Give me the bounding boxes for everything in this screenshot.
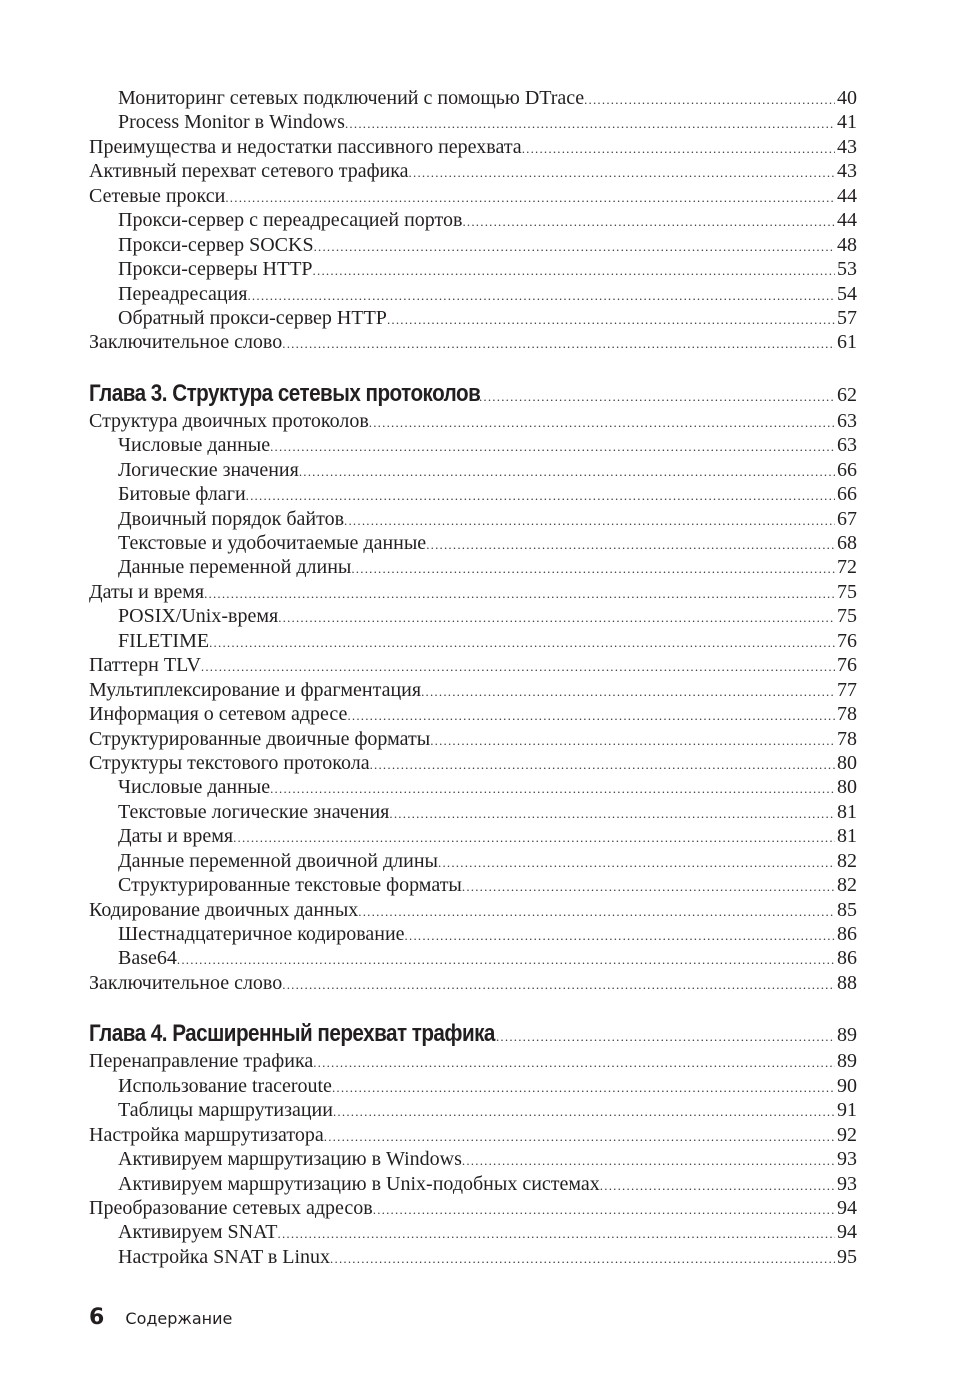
- dot-leader: [426, 533, 835, 557]
- dot-leader: [479, 381, 835, 412]
- dot-leader: [344, 509, 835, 533]
- entry-title: Двоичный порядок байтов: [118, 507, 345, 530]
- page-ref: 88: [837, 971, 857, 994]
- page-ref: 57: [837, 306, 857, 329]
- toc-entry[interactable]: [89, 849, 857, 873]
- toc-entry[interactable]: [89, 1196, 857, 1220]
- dot-leader: [177, 948, 835, 972]
- page-ref: 90: [837, 1074, 857, 1097]
- page-ref: 40: [837, 87, 857, 109]
- dot-leader: [333, 1100, 835, 1124]
- dot-leader: [201, 655, 835, 679]
- dot-leader: [496, 1021, 835, 1052]
- toc-entry[interactable]: [89, 751, 857, 775]
- toc-entry[interactable]: [89, 507, 857, 531]
- running-title: Содержание: [125, 1309, 233, 1328]
- toc-entry[interactable]: [89, 208, 857, 232]
- entry-title: POSIX/Unix-время: [118, 605, 279, 628]
- page-ref: 82: [837, 849, 857, 872]
- page-ref: 86: [837, 923, 857, 945]
- dot-leader: [314, 235, 835, 259]
- toc-entry[interactable]: [89, 555, 857, 579]
- toc-entry[interactable]: [89, 1098, 857, 1122]
- entry-title: Даты и время: [89, 580, 205, 603]
- toc-entry[interactable]: [89, 678, 857, 702]
- page-ref: 80: [837, 751, 857, 774]
- dot-leader: [246, 484, 835, 508]
- entry-title: Преобразование сетевых адресов: [89, 1196, 373, 1219]
- dot-leader: [462, 210, 835, 234]
- toc-entry[interactable]: [89, 306, 857, 330]
- page-ref: 81: [837, 800, 857, 823]
- entry-title: FILETIME: [118, 629, 210, 652]
- page-ref: 67: [837, 507, 857, 530]
- toc-entry[interactable]: [89, 184, 857, 208]
- toc-entry[interactable]: [89, 135, 857, 159]
- entry-title: Логические значения: [118, 458, 299, 481]
- entry-title: Активируем маршрутизацию в Windows: [118, 1148, 462, 1171]
- entry-title: Шестнадцатеричное кодирование: [118, 923, 405, 945]
- entry-title: Числовые данные: [118, 434, 271, 457]
- dot-leader: [421, 680, 835, 704]
- page-ref: 53: [837, 258, 857, 281]
- dot-leader: [225, 186, 835, 210]
- dot-leader: [313, 1051, 835, 1075]
- dot-leader: [330, 1247, 835, 1271]
- page-ref: 81: [837, 825, 857, 848]
- dot-leader: [387, 308, 835, 332]
- entry-title: Информация о сетевом адресе: [89, 703, 348, 726]
- toc-entry[interactable]: [89, 946, 857, 970]
- toc-entry[interactable]: [89, 1172, 857, 1196]
- dot-leader: [369, 411, 835, 435]
- page-ref: 63: [837, 434, 857, 457]
- dot-leader: [389, 802, 835, 826]
- toc-entry[interactable]: [89, 233, 857, 257]
- page-ref: 89: [837, 1050, 857, 1073]
- toc-entry[interactable]: [89, 409, 857, 433]
- toc-entry[interactable]: [89, 433, 857, 457]
- toc-entry[interactable]: [89, 110, 857, 134]
- toc-entry[interactable]: [89, 727, 857, 751]
- dot-leader: [270, 777, 835, 801]
- entry-title: Мониторинг сетевых подключений с помощью DTrace: [118, 87, 585, 109]
- toc-entry[interactable]: [89, 482, 857, 506]
- dot-leader: [373, 1198, 835, 1222]
- dot-leader: [370, 753, 835, 777]
- toc-entry[interactable]: [89, 159, 857, 183]
- page-ref: 89: [837, 1024, 857, 1047]
- page-ref: 78: [837, 727, 857, 750]
- page-ref: 80: [837, 776, 857, 799]
- page-ref: 66: [837, 483, 857, 506]
- toc-entry[interactable]: [89, 800, 857, 824]
- entry-title: Структура двоичных протоколов: [89, 409, 369, 432]
- page-ref: 44: [837, 184, 857, 207]
- entry-title: Мультиплексирование и фрагментация: [89, 678, 422, 701]
- toc-entry[interactable]: [89, 604, 857, 628]
- entry-title: Паттерн TLV: [89, 654, 201, 677]
- table-of-contents: [89, 86, 857, 1269]
- toc-entry[interactable]: [89, 1049, 857, 1073]
- toc-entry[interactable]: [89, 531, 857, 555]
- chapter-title: Глава 4. Расширенный перехват трафика: [89, 1020, 495, 1048]
- entry-title: Данные переменной длины: [118, 556, 352, 579]
- page-ref: 44: [837, 209, 857, 232]
- page-ref: 85: [837, 898, 857, 921]
- dot-leader: [278, 606, 835, 630]
- dot-leader: [282, 973, 835, 997]
- chapter-title: Глава 3. Структура сетевых протоколов: [89, 379, 481, 407]
- page-ref: 63: [837, 409, 857, 432]
- page-ref: 68: [837, 532, 857, 554]
- entry-title: Активный перехват сетевого трафика: [89, 160, 409, 183]
- chapter-heading[interactable]: [89, 378, 857, 409]
- toc-entry[interactable]: [89, 580, 857, 604]
- dot-leader: [351, 557, 835, 581]
- dot-leader: [233, 826, 835, 850]
- entry-title: Данные переменной двоичной длины: [118, 849, 438, 872]
- page-ref: 72: [837, 556, 857, 579]
- page-ref: 43: [837, 160, 857, 183]
- entry-title: Сетевые прокси: [89, 184, 226, 207]
- entry-title: Base64: [118, 947, 177, 970]
- entry-title: Активируем маршрутизацию в Unix-подобных системах: [118, 1172, 600, 1195]
- page-ref: 62: [837, 383, 857, 406]
- dot-leader: [282, 332, 835, 356]
- toc-entry[interactable]: [89, 458, 857, 482]
- dot-leader: [347, 704, 835, 728]
- toc-entry[interactable]: [89, 922, 857, 946]
- page-ref: 92: [837, 1123, 857, 1146]
- entry-title: Даты и время: [118, 825, 234, 848]
- dot-leader: [409, 161, 835, 185]
- page-number: 6: [89, 1305, 105, 1330]
- page-ref: 66: [837, 458, 857, 481]
- page-ref: 76: [837, 654, 857, 677]
- toc-entry[interactable]: [89, 971, 857, 995]
- toc-entry[interactable]: [89, 1074, 857, 1098]
- entry-title: Кодирование двоичных данных: [89, 898, 359, 921]
- page-ref: 78: [837, 703, 857, 726]
- page-footer: [89, 1305, 232, 1330]
- dot-leader: [600, 1174, 835, 1198]
- page-ref: 43: [837, 135, 857, 158]
- toc-entry[interactable]: [89, 282, 857, 306]
- toc-entry[interactable]: [89, 873, 857, 897]
- entry-title: Текстовые логические значения: [118, 800, 390, 823]
- page-ref: 75: [837, 605, 857, 628]
- toc-entry[interactable]: [89, 1220, 857, 1244]
- entry-title: Преимущества и недостатки пассивного перехвата: [89, 135, 522, 158]
- entry-title: Process Monitor в Windows: [118, 111, 345, 134]
- dot-leader: [405, 924, 835, 948]
- entry-title: Таблицы маршрутизации: [118, 1099, 333, 1122]
- toc-entry[interactable]: [89, 702, 857, 726]
- dot-leader: [462, 1149, 835, 1173]
- entry-title: Структурированные двоичные форматы: [89, 727, 431, 750]
- entry-title: Битовые флаги: [118, 483, 246, 506]
- page-ref: 54: [837, 282, 857, 305]
- toc-entry[interactable]: [89, 257, 857, 281]
- dot-leader: [299, 460, 835, 484]
- dot-leader: [324, 1125, 835, 1149]
- page-ref: 94: [837, 1221, 857, 1244]
- entry-title: Числовые данные: [118, 776, 271, 799]
- page-ref: 41: [837, 111, 857, 134]
- entry-title: Настройка SNAT в Linux: [118, 1245, 331, 1268]
- toc-entry[interactable]: [89, 629, 857, 653]
- entry-title: Перенаправление трафика: [89, 1050, 314, 1073]
- entry-title: Активируем SNAT: [118, 1221, 278, 1244]
- dot-leader: [209, 631, 835, 655]
- dot-leader: [358, 900, 835, 924]
- page-ref: 93: [837, 1172, 857, 1195]
- entry-title: Прокси-серверы HTTP: [118, 258, 313, 281]
- toc-entry[interactable]: [89, 1123, 857, 1147]
- dot-leader: [278, 1222, 835, 1246]
- page-ref: 86: [837, 947, 857, 970]
- page-ref: 61: [837, 331, 857, 354]
- toc-entry[interactable]: [89, 1147, 857, 1171]
- entry-title: Текстовые и удобочитаемые данные: [118, 532, 427, 554]
- dot-leader: [247, 284, 835, 308]
- page-ref: 94: [837, 1196, 857, 1219]
- entry-title: Заключительное слово: [89, 971, 283, 994]
- dot-leader: [438, 851, 835, 875]
- entry-title: Заключительное слово: [89, 331, 283, 354]
- entry-title: Переадресация: [118, 282, 248, 305]
- page-ref: 48: [837, 233, 857, 256]
- toc-entry[interactable]: [89, 775, 857, 799]
- dot-leader: [204, 582, 835, 606]
- entry-title: Структуры текстового протокола: [89, 751, 370, 774]
- toc-entry[interactable]: [89, 653, 857, 677]
- entry-title: Настройка маршрутизатора: [89, 1123, 324, 1146]
- page-ref: 75: [837, 580, 857, 603]
- dot-leader: [270, 435, 835, 459]
- toc-entry[interactable]: [89, 824, 857, 848]
- entry-title: Прокси-сервер с переадресацией портов: [118, 209, 463, 232]
- entry-title: Структурированные текстовые форматы: [118, 874, 462, 897]
- page-ref: 95: [837, 1245, 857, 1268]
- entry-title: Прокси-сервер SOCKS: [118, 233, 314, 256]
- page-ref: 93: [837, 1148, 857, 1171]
- dot-leader: [313, 259, 835, 283]
- toc-entry[interactable]: [89, 86, 857, 110]
- toc-entry[interactable]: [89, 330, 857, 354]
- toc-entry[interactable]: [89, 1245, 857, 1269]
- page-ref: 77: [837, 678, 857, 701]
- dot-leader: [430, 729, 835, 753]
- dot-leader: [345, 112, 835, 136]
- entry-title: Использование traceroute: [118, 1074, 332, 1097]
- dot-leader: [522, 137, 835, 161]
- page-ref: 82: [837, 874, 857, 897]
- entry-title: Обратный прокси-сервер HTTP: [118, 306, 387, 329]
- dot-leader: [332, 1076, 835, 1100]
- toc-entry[interactable]: [89, 898, 857, 922]
- page-ref: 91: [837, 1099, 857, 1122]
- dot-leader: [584, 88, 835, 112]
- page-ref: 76: [837, 629, 857, 652]
- dot-leader: [462, 875, 835, 899]
- chapter-heading[interactable]: [89, 1018, 857, 1049]
